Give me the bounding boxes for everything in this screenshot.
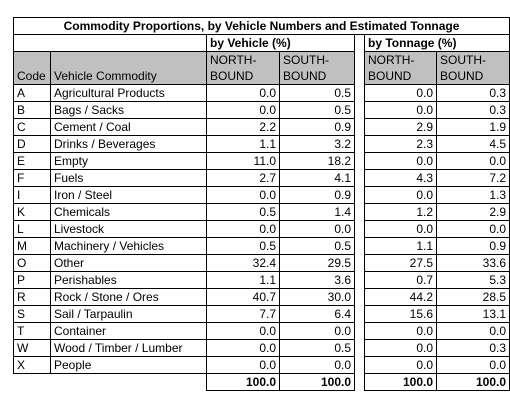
row-tonnage-northbound: 0.0 [365,187,437,204]
row-commodity: Livestock [51,221,207,238]
row-vehicle-northbound: 0.0 [207,102,280,119]
row-vehicle-southbound: 0.5 [280,85,355,102]
total-tonnage-southbound: 100.0 [437,374,510,391]
row-tonnage-southbound: 0.0 [437,221,510,238]
row-tonnage-northbound: 15.6 [365,306,437,323]
row-code: M [14,238,51,255]
table-row [14,153,510,170]
row-commodity: Sail / Tarpaulin [51,306,207,323]
row-commodity: Rock / Stone / Ores [51,289,207,306]
table-row [14,289,510,306]
row-tonnage-northbound: 0.0 [365,153,437,170]
row-code: B [14,102,51,119]
header-commodity: Vehicle Commodity [51,52,207,85]
table-row [14,221,510,238]
table-row [14,204,510,221]
header-code: Code [14,52,51,85]
row-commodity: Other [51,255,207,272]
row-tonnage-southbound: 2.9 [437,204,510,221]
row-vehicle-southbound: 0.0 [280,221,355,238]
column-gap [355,170,365,187]
column-gap [355,306,365,323]
column-gap [355,102,365,119]
row-tonnage-northbound: 0.0 [365,357,437,374]
row-vehicle-northbound: 0.5 [207,204,280,221]
row-code: R [14,289,51,306]
column-gap [355,153,365,170]
row-commodity: Drinks / Beverages [51,136,207,153]
row-tonnage-southbound: 0.0 [437,357,510,374]
row-vehicle-southbound: 0.5 [280,238,355,255]
row-vehicle-northbound: 0.0 [207,85,280,102]
row-tonnage-southbound: 28.5 [437,289,510,306]
column-gap [355,52,365,85]
row-tonnage-southbound: 1.3 [437,187,510,204]
row-commodity: Agricultural Products [51,85,207,102]
row-tonnage-southbound: 13.1 [437,306,510,323]
table-row [14,340,510,357]
row-tonnage-northbound: 0.0 [365,102,437,119]
row-vehicle-northbound: 7.7 [207,306,280,323]
row-commodity: Chemicals [51,204,207,221]
header-vehicle-southbound: SOUTH- BOUND [280,52,355,85]
row-tonnage-southbound: 0.3 [437,85,510,102]
row-tonnage-southbound: 5.3 [437,272,510,289]
row-tonnage-northbound: 0.0 [365,85,437,102]
column-gap [355,272,365,289]
table-row [14,323,510,340]
row-vehicle-southbound: 3.2 [280,136,355,153]
row-tonnage-northbound: 27.5 [365,255,437,272]
row-code: D [14,136,51,153]
row-vehicle-southbound: 0.0 [280,323,355,340]
row-vehicle-northbound: 0.0 [207,187,280,204]
row-vehicle-northbound: 0.5 [207,238,280,255]
row-code: K [14,204,51,221]
table-row [14,170,510,187]
total-tonnage-northbound: 100.0 [365,374,437,391]
row-vehicle-northbound: 2.2 [207,119,280,136]
table-row [14,272,510,289]
row-code: W [14,340,51,357]
header-vehicle-northbound: NORTH- BOUND [207,52,280,85]
column-gap [355,221,365,238]
totals-spacer [14,374,207,391]
row-tonnage-southbound: 7.2 [437,170,510,187]
row-vehicle-southbound: 6.4 [280,306,355,323]
row-vehicle-northbound: 0.0 [207,357,280,374]
commodity-table [13,17,510,391]
row-vehicle-northbound: 1.1 [207,136,280,153]
column-gap [355,204,365,221]
row-tonnage-northbound: 0.0 [365,323,437,340]
table-row [14,136,510,153]
row-tonnage-northbound: 0.0 [365,221,437,238]
row-code: F [14,170,51,187]
column-gap [355,85,365,102]
row-vehicle-southbound: 0.9 [280,119,355,136]
row-commodity: Perishables [51,272,207,289]
column-gap [355,187,365,204]
row-vehicle-northbound: 11.0 [207,153,280,170]
row-vehicle-northbound: 40.7 [207,289,280,306]
row-vehicle-northbound: 1.1 [207,272,280,289]
row-code: S [14,306,51,323]
table-row [14,357,510,374]
table-title: Commodity Proportions, by Vehicle Numbers and Estimated Tonnage [14,18,510,35]
row-vehicle-northbound: 2.7 [207,170,280,187]
row-code: C [14,119,51,136]
row-commodity: Machinery / Vehicles [51,238,207,255]
row-vehicle-southbound: 0.9 [280,187,355,204]
row-commodity: Empty [51,153,207,170]
group-by-vehicle: by Vehicle (%) [207,35,355,52]
total-vehicle-northbound: 100.0 [207,374,280,391]
table-row [14,119,510,136]
row-vehicle-southbound: 4.1 [280,170,355,187]
row-commodity: Bags / Sacks [51,102,207,119]
row-tonnage-southbound: 0.0 [437,323,510,340]
row-code: P [14,272,51,289]
column-gap [355,289,365,306]
row-commodity: Iron / Steel [51,187,207,204]
total-vehicle-southbound: 100.0 [280,374,355,391]
row-code: A [14,85,51,102]
row-tonnage-northbound: 1.2 [365,204,437,221]
row-tonnage-northbound: 2.9 [365,119,437,136]
column-gap [355,35,365,52]
row-vehicle-northbound: 0.0 [207,340,280,357]
column-gap [355,119,365,136]
row-tonnage-southbound: 4.5 [437,136,510,153]
row-vehicle-northbound: 0.0 [207,221,280,238]
row-tonnage-southbound: 0.9 [437,238,510,255]
row-commodity: Wood / Timber / Lumber [51,340,207,357]
row-code: X [14,357,51,374]
row-vehicle-southbound: 0.5 [280,340,355,357]
column-gap [355,136,365,153]
header-tonnage-northbound: NORTH- BOUND [365,52,437,85]
row-commodity: People [51,357,207,374]
row-tonnage-southbound: 0.0 [437,153,510,170]
column-gap [355,323,365,340]
row-vehicle-southbound: 29.5 [280,255,355,272]
row-code: E [14,153,51,170]
group-by-tonnage: by Tonnage (%) [365,35,510,52]
row-vehicle-southbound: 0.0 [280,357,355,374]
row-commodity: Cement / Coal [51,119,207,136]
row-tonnage-southbound: 0.3 [437,340,510,357]
row-commodity: Fuels [51,170,207,187]
column-gap [355,255,365,272]
row-tonnage-southbound: 1.9 [437,119,510,136]
column-gap [355,238,365,255]
header-tonnage-southbound: SOUTH- BOUND [437,52,510,85]
row-vehicle-northbound: 32.4 [207,255,280,272]
row-tonnage-northbound: 0.7 [365,272,437,289]
table-row [14,102,510,119]
row-code: O [14,255,51,272]
table-row [14,238,510,255]
table-row [14,255,510,272]
row-vehicle-southbound: 1.4 [280,204,355,221]
commodity-table-sheet [13,17,510,391]
row-tonnage-southbound: 33.6 [437,255,510,272]
row-vehicle-northbound: 0.0 [207,323,280,340]
table-row [14,187,510,204]
column-gap [355,357,365,374]
row-commodity: Container [51,323,207,340]
row-code: I [14,187,51,204]
column-gap [355,374,365,391]
column-gap [355,340,365,357]
row-tonnage-southbound: 0.3 [437,102,510,119]
row-vehicle-southbound: 3.6 [280,272,355,289]
row-tonnage-northbound: 44.2 [365,289,437,306]
row-tonnage-northbound: 4.3 [365,170,437,187]
row-code: T [14,323,51,340]
row-code: L [14,221,51,238]
row-tonnage-northbound: 2.3 [365,136,437,153]
row-tonnage-northbound: 0.0 [365,340,437,357]
group-spacer [14,35,207,52]
row-vehicle-southbound: 18.2 [280,153,355,170]
row-tonnage-northbound: 1.1 [365,238,437,255]
table-row [14,85,510,102]
row-vehicle-southbound: 0.5 [280,102,355,119]
row-vehicle-southbound: 30.0 [280,289,355,306]
table-row [14,306,510,323]
